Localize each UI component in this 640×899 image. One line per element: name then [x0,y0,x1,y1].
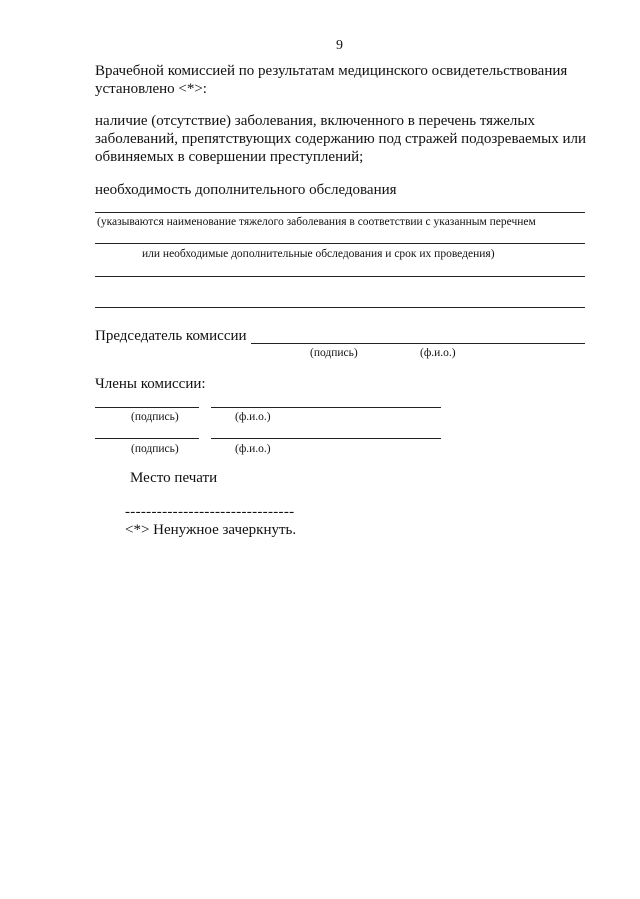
member-1-signature-hint: (подпись) [131,411,179,423]
seal-label: Место печати [130,470,218,486]
chair-label: Председатель комиссии [95,328,247,344]
member-2-name-line [211,438,441,439]
fill-line-4 [95,307,585,308]
footnote: <*> Ненужное зачеркнуть. [125,522,297,538]
paragraph-1-line-2: заболеваний, препятствующих содержанию под стражей подозреваемых или [95,131,587,147]
intro-line-1: Врачебной комиссией по результатам медицинского освидетельствования [95,63,568,79]
footnote-separator: -------------------------------- [125,504,295,520]
members-label: Члены комиссии: [95,376,206,392]
member-2-name-hint: (ф.и.о.) [235,443,271,455]
chair-name-hint: (ф.и.о.) [420,347,456,359]
member-2-signature-line [95,438,199,439]
fill-hint-2: или необходимые дополнительные обследования и срок их проведения) [142,248,495,260]
chair-signature-hint: (подпись) [310,347,358,359]
fill-line-3 [95,276,585,277]
member-1-name-hint: (ф.и.о.) [235,411,271,423]
page-number: 9 [336,38,343,53]
member-1-signature-line [95,407,199,408]
member-1-name-line [211,407,441,408]
chair-signature-line [251,343,585,344]
paragraph-2: необходимость дополнительного обследования [95,182,397,198]
paragraph-1-line-3: обвиняемых в совершении преступлений; [95,149,364,165]
intro-line-2: установлено <*>: [95,81,207,97]
paragraph-1-line-1: наличие (отсутствие) заболевания, включенного в перечень тяжелых [95,113,535,129]
fill-hint-1: (указываются наименование тяжелого заболевания в соответствии с указанным перечнем [97,216,536,228]
fill-line-1 [95,212,585,213]
member-2-signature-hint: (подпись) [131,443,179,455]
fill-line-2 [95,243,585,244]
